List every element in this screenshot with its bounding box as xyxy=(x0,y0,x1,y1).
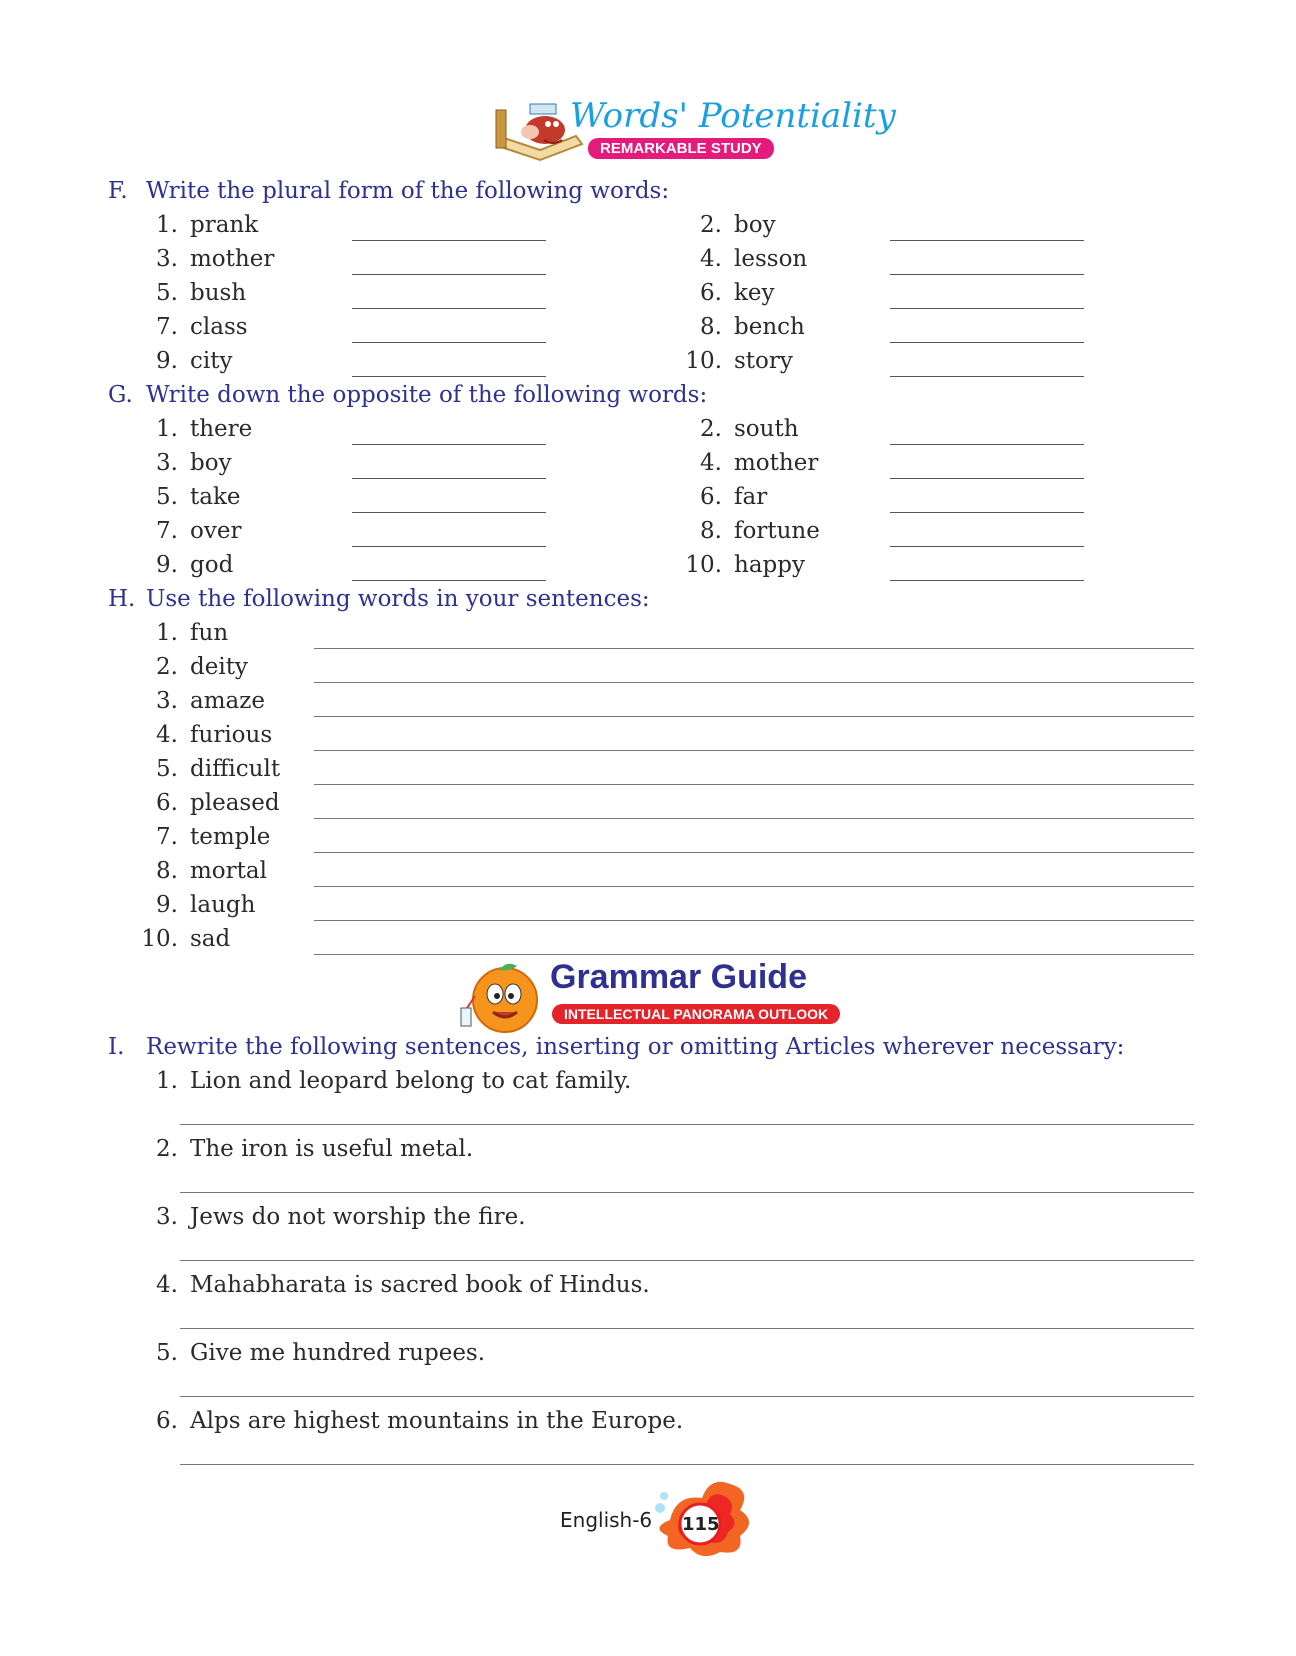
item-number: 5. xyxy=(156,484,178,510)
list-item xyxy=(138,858,267,884)
answer-blank[interactable] xyxy=(352,512,546,513)
item-word: boy xyxy=(734,212,776,238)
item-number: 4. xyxy=(156,722,178,748)
list-item xyxy=(138,484,241,510)
answer-blank[interactable] xyxy=(890,274,1084,275)
item-number: 2. xyxy=(700,212,722,238)
banner-title: Grammar Guide xyxy=(550,958,807,996)
item-sentence: Lion and leopard belong to cat family. xyxy=(190,1068,632,1094)
list-item xyxy=(138,756,280,782)
section-letter: H. xyxy=(108,586,136,612)
list-item xyxy=(138,1204,526,1230)
item-word: take xyxy=(190,484,241,510)
section-letter: F. xyxy=(108,178,128,204)
item-word: mother xyxy=(734,450,819,476)
item-number: 9. xyxy=(156,348,178,374)
item-word: bush xyxy=(190,280,247,306)
item-number: 1. xyxy=(156,416,178,442)
item-number: 7. xyxy=(156,518,178,544)
list-item xyxy=(138,824,270,850)
list-item xyxy=(138,654,248,680)
item-word: happy xyxy=(734,552,805,578)
section-f-heading xyxy=(108,178,669,204)
item-word: laugh xyxy=(190,892,256,918)
list-item xyxy=(138,926,230,952)
item-word: amaze xyxy=(190,688,265,714)
item-word: pleased xyxy=(190,790,280,816)
item-word: deity xyxy=(190,654,248,680)
answer-blank[interactable] xyxy=(890,240,1084,241)
list-item xyxy=(682,450,818,476)
banner-title: Words' Potentiality xyxy=(570,96,896,136)
item-number: 6. xyxy=(156,790,178,816)
item-number: 10. xyxy=(685,552,722,578)
answer-blank[interactable] xyxy=(352,240,546,241)
answer-blank[interactable] xyxy=(352,376,546,377)
item-word: mortal xyxy=(190,858,267,884)
section-h-heading xyxy=(108,586,650,612)
banner-badge: INTELLECTUAL PANORAMA OUTLOOK xyxy=(552,1004,840,1024)
list-item xyxy=(138,1272,650,1298)
list-item xyxy=(682,518,820,544)
answer-blank[interactable] xyxy=(352,478,546,479)
list-item xyxy=(682,246,807,272)
item-word: south xyxy=(734,416,799,442)
sentence-line[interactable] xyxy=(314,784,1194,785)
rewrite-line[interactable] xyxy=(180,1396,1194,1397)
item-word: sad xyxy=(190,926,231,952)
list-item xyxy=(682,314,805,340)
list-item xyxy=(138,212,258,238)
sentence-line[interactable] xyxy=(314,886,1194,887)
item-number: 2. xyxy=(156,654,178,680)
section-instruction: Write the plural form of the following words: xyxy=(146,178,670,204)
answer-blank[interactable] xyxy=(352,580,546,581)
item-number: 2. xyxy=(156,1136,178,1162)
item-number: 4. xyxy=(156,1272,178,1298)
list-item xyxy=(138,1408,683,1434)
item-number: 9. xyxy=(156,552,178,578)
item-word: fortune xyxy=(734,518,820,544)
footer-book-label: English-6 xyxy=(560,1508,653,1532)
list-item xyxy=(138,280,246,306)
item-word: difficult xyxy=(190,756,281,782)
item-number: 2. xyxy=(700,416,722,442)
item-word: boy xyxy=(190,450,232,476)
answer-blank[interactable] xyxy=(352,444,546,445)
answer-blank[interactable] xyxy=(890,546,1084,547)
sentence-line[interactable] xyxy=(314,920,1194,921)
item-word: far xyxy=(734,484,768,510)
item-word: story xyxy=(734,348,793,374)
list-item xyxy=(138,314,248,340)
item-sentence: Mahabharata is sacred book of Hindus. xyxy=(190,1272,650,1298)
list-item xyxy=(138,450,232,476)
item-word: furious xyxy=(190,722,273,748)
answer-blank[interactable] xyxy=(352,274,546,275)
rewrite-line[interactable] xyxy=(180,1328,1194,1329)
answer-blank[interactable] xyxy=(890,342,1084,343)
list-item xyxy=(138,518,241,544)
rewrite-line[interactable] xyxy=(180,1260,1194,1261)
list-item xyxy=(682,212,776,238)
item-number: 7. xyxy=(156,824,178,850)
item-number: 6. xyxy=(700,280,722,306)
item-number: 9. xyxy=(156,892,178,918)
item-word: city xyxy=(190,348,233,374)
list-item xyxy=(138,688,265,714)
section-letter: G. xyxy=(108,382,133,408)
answer-blank[interactable] xyxy=(890,308,1084,309)
section-instruction: Rewrite the following sentences, inserting or omitting Articles wherever necessary: xyxy=(146,1034,1125,1060)
list-item xyxy=(682,552,805,578)
item-word: god xyxy=(190,552,234,578)
page-number: 115 xyxy=(682,1514,720,1535)
item-number: 6. xyxy=(156,1408,178,1434)
item-number: 7. xyxy=(156,314,178,340)
item-word: temple xyxy=(190,824,271,850)
answer-blank[interactable] xyxy=(352,546,546,547)
sentence-line[interactable] xyxy=(314,818,1194,819)
list-item xyxy=(682,280,775,306)
item-number: 10. xyxy=(685,348,722,374)
item-number: 6. xyxy=(700,484,722,510)
list-item xyxy=(682,416,799,442)
list-item xyxy=(138,722,272,748)
list-item xyxy=(138,1068,631,1094)
item-number: 8. xyxy=(700,518,722,544)
item-number: 8. xyxy=(700,314,722,340)
page-badge xyxy=(640,1470,760,1560)
item-word: bench xyxy=(734,314,805,340)
item-word: prank xyxy=(190,212,259,238)
item-number: 3. xyxy=(156,450,178,476)
orange-mascot-icon xyxy=(455,958,545,1038)
sentence-line[interactable] xyxy=(314,750,1194,751)
list-item xyxy=(138,1340,485,1366)
item-number: 10. xyxy=(141,926,178,952)
list-item xyxy=(682,484,767,510)
answer-blank[interactable] xyxy=(890,376,1084,377)
section-g-heading xyxy=(108,382,707,408)
grammar-guide-banner xyxy=(455,958,855,1038)
item-word: lesson xyxy=(734,246,808,272)
list-item xyxy=(138,416,252,442)
sentence-line[interactable] xyxy=(314,852,1194,853)
list-item xyxy=(138,790,280,816)
item-sentence: Jews do not worship the fire. xyxy=(190,1204,526,1230)
banner-badge: REMARKABLE STUDY xyxy=(588,138,774,159)
item-word: mother xyxy=(190,246,275,272)
section-i-heading xyxy=(108,1034,1124,1060)
words-potentiality-banner xyxy=(490,96,896,166)
item-number: 4. xyxy=(700,246,722,272)
item-word: fun xyxy=(190,620,229,646)
item-word: there xyxy=(190,416,253,442)
sentence-line[interactable] xyxy=(314,954,1194,955)
item-number: 3. xyxy=(156,1204,178,1230)
item-number: 1. xyxy=(156,212,178,238)
item-word: class xyxy=(190,314,248,340)
list-item xyxy=(138,246,274,272)
list-item xyxy=(138,552,233,578)
item-sentence: Alps are highest mountains in the Europe. xyxy=(190,1408,684,1434)
answer-blank[interactable] xyxy=(890,580,1084,581)
item-number: 5. xyxy=(156,280,178,306)
list-item xyxy=(138,1136,473,1162)
item-word: over xyxy=(190,518,242,544)
list-item xyxy=(138,620,228,646)
answer-blank[interactable] xyxy=(352,342,546,343)
item-sentence: Give me hundred rupees. xyxy=(190,1340,486,1366)
list-item xyxy=(138,348,232,374)
answer-blank[interactable] xyxy=(890,444,1084,445)
item-number: 5. xyxy=(156,1340,178,1366)
section-instruction: Write down the opposite of the following words: xyxy=(146,382,708,408)
rewrite-line[interactable] xyxy=(180,1124,1194,1125)
list-item xyxy=(682,348,793,374)
sentence-line[interactable] xyxy=(314,648,1194,649)
section-instruction: Use the following words in your sentences: xyxy=(146,586,650,612)
item-number: 4. xyxy=(700,450,722,476)
answer-blank[interactable] xyxy=(890,512,1084,513)
sentence-line[interactable] xyxy=(314,716,1194,717)
rewrite-line[interactable] xyxy=(180,1464,1194,1465)
item-word: key xyxy=(734,280,775,306)
section-letter: I. xyxy=(108,1034,125,1060)
item-number: 3. xyxy=(156,246,178,272)
item-number: 3. xyxy=(156,688,178,714)
item-number: 5. xyxy=(156,756,178,782)
sentence-line[interactable] xyxy=(314,682,1194,683)
item-number: 1. xyxy=(156,1068,178,1094)
list-item xyxy=(138,892,255,918)
answer-blank[interactable] xyxy=(890,478,1084,479)
item-number: 8. xyxy=(156,858,178,884)
item-sentence: The iron is useful metal. xyxy=(190,1136,474,1162)
rewrite-line[interactable] xyxy=(180,1192,1194,1193)
answer-blank[interactable] xyxy=(352,308,546,309)
item-number: 1. xyxy=(156,620,178,646)
